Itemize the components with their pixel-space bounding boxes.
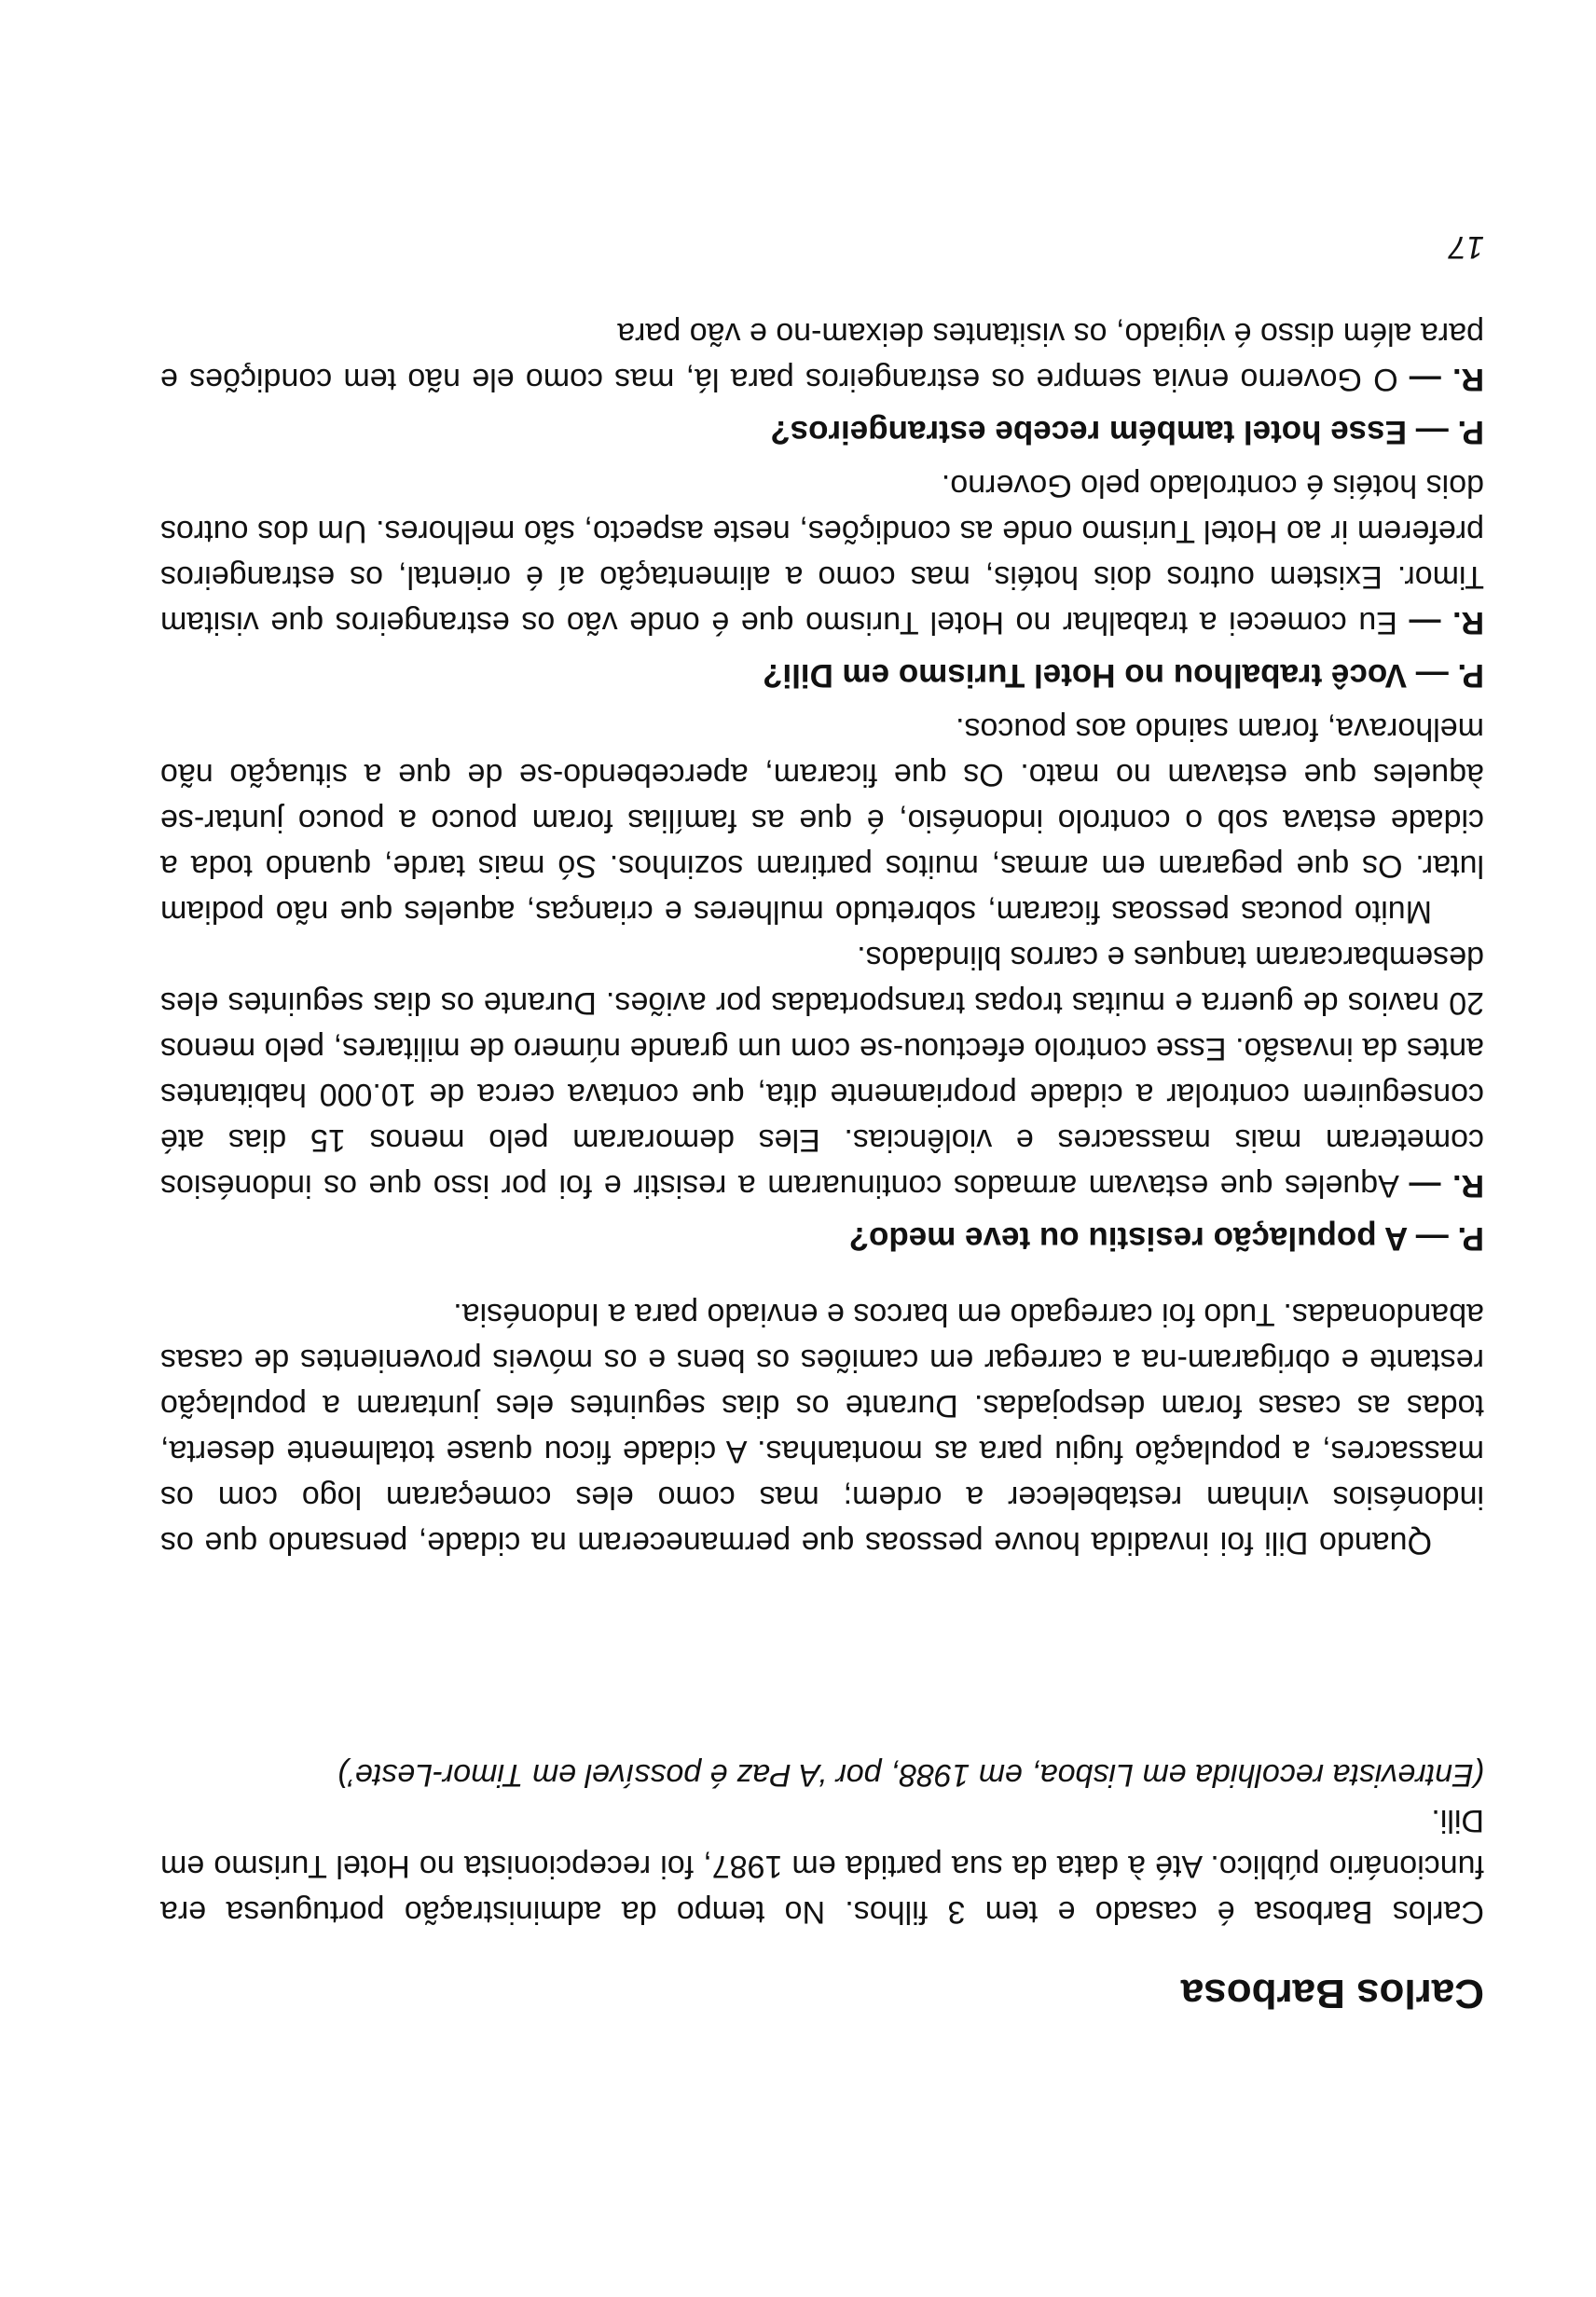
- document-body: [160, 310, 1484, 2017]
- paragraph-invasion: Quando Dili foi invadida houve pessoas que permaneceram na cidade, pensando que os indonésios vinham restabelecer a ordem; mas como eles começaram logo com os massacres, a população fugiu para as montanhas. A cidade ficou quase totalmente deserta, todas as casas foram despojadas. Durante os dias seguintes eles juntaram a população restante e obrigaram-na a carregar em camiões os bens e os móveis provenientes de casas abandonadas. Tudo foi carregado em barcos e enviado para a Indonésia.: [160, 1297, 1484, 1561]
- answer-3: [160, 310, 1484, 402]
- answer-label: R. —: [1409, 605, 1484, 641]
- answer-2: [160, 462, 1484, 645]
- intro-paragraph: Carlos Barbosa é casado e tem 3 filhos. No tempo da administração portuguesa era funcionário público. Até à data da sua partida em 1987, foi recepcionista no Hotel Turismo em Dili.: [160, 1803, 1484, 1931]
- question-2: P. — Você trabalhou no Hotel Turismo em Dili?: [763, 657, 1484, 695]
- spacer: [160, 1269, 1484, 1291]
- answer-text: Eu comecei a trabalhar no Hotel Turismo que é onde vão os estrangeiros que visitam Timor. Existem outros dois hotéis, mas como a alimentação aí é oriental, os estrangeiros preferem ir ao Hotel Turismo onde as condições, neste aspecto, são melhores. Um dos outros dois hotéis é controlado pelo Governo.: [160, 468, 1484, 641]
- document-title: Carlos Barbosa: [1180, 1971, 1484, 2016]
- page-number: 17: [1449, 229, 1484, 265]
- question-1: P. — A população resistiu ou teve medo?: [848, 1220, 1484, 1258]
- answer-text: O Governo envia sempre os estrangeiros para lá, mas como ele não tem condições e para além disso é vigiado, os visitantes deixam-no e vão para: [160, 316, 1484, 398]
- spacer: [160, 1565, 1484, 1752]
- answer-text: Aqueles que estavam armados continuaram a resistir e foi por isso que os indonésios cometeram mais massacres e violências. Eles demoraram pelo menos 15 dias até conseguirem controlar a cidade propriamente dita, que contava cerca de 10.000 habitantes antes da invasão. Esse controlo efectuou-se com um grande número de militares, pelo menos 20 navios de guerra e muitas tropas transportadas por aviões. Durante os dias seguintes eles desembarcaram tanques e carros blindados.: [160, 940, 1484, 1204]
- answer-1: [160, 934, 1484, 1208]
- answer-1-continued: Muito poucas pessoas ficaram, sobretudo mulheres e crianças, aqueles que não podiam lutar. Os que pegaram em armas, muitos partiram sozinhos. Só mais tarde, quando toda a cidade estava sob o controlo indonésio, é que as famílias foram pouco a pouco juntar-se àqueles que estavam no mato. Os que ficaram, apercebendo-se de que a situação não melhorava, foram saindo aos poucos.: [160, 711, 1484, 930]
- source-caption: (Entrevista recolhida em Lisboa, em 1988, por ‘A Paz é possível em Timor-Leste’): [337, 1757, 1484, 1794]
- answer-label: R. —: [1409, 362, 1484, 398]
- answer-label: R. —: [1409, 1168, 1484, 1204]
- question-3: P. — Esse hotel também recebe estrangeiros?: [770, 414, 1484, 451]
